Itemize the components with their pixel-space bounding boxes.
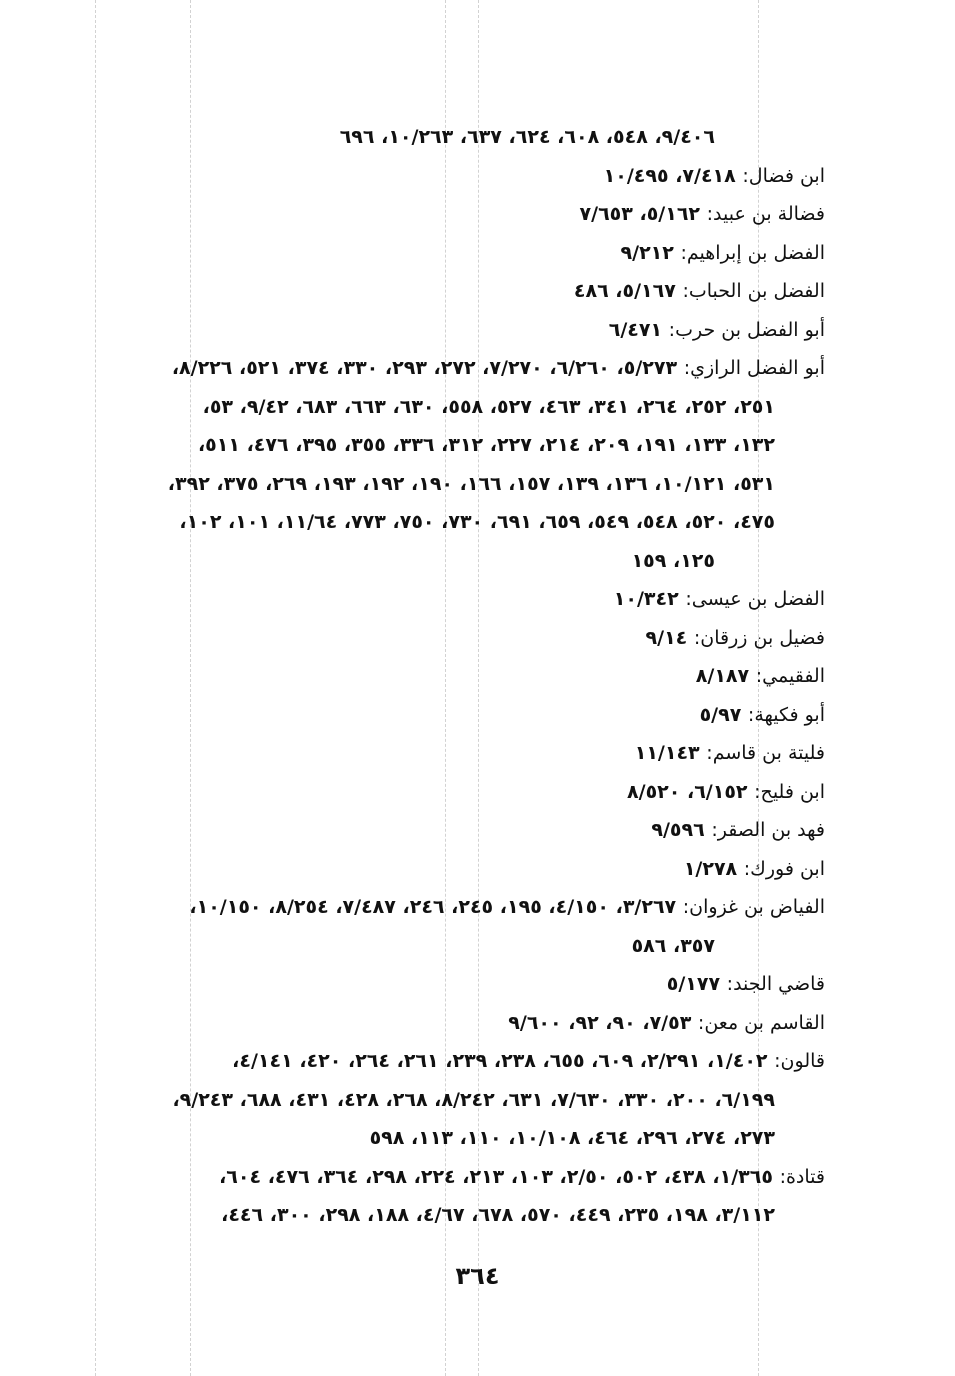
entry-references: ١٠/٣٤٢ — [613, 588, 686, 610]
entry-name: الفضل بن الحباب: — [682, 280, 825, 302]
index-entry — [70, 888, 825, 927]
index-entry — [70, 619, 825, 658]
index-continuation — [70, 503, 825, 542]
entry-name: ابن فورك: — [743, 857, 825, 880]
entry-references: ٤٧٥، ٥٢٠، ٥٤٨، ٥٤٩، ٦٥٩، ٦٩١، ٧٣٠، ٧٥٠، ٧٧٣، ١١/٦٤، ١٠١، ١٠٢، — [179, 511, 775, 533]
entry-name: الفضل بن عيسى: — [685, 588, 825, 610]
entry-references: ٥/٢٧٣، ٦/٢٦٠، ٧/٢٧٠، ٢٧٢، ٢٩٣، ٣٣٠، ٣٧٤، ٥٢١، ٨/٢٢٦، — [171, 357, 684, 379]
entry-name: فضالة بن عبيد: — [706, 203, 825, 225]
entry-references: ٢٥١، ٢٥٢، ٢٦٤، ٣٤١، ٤٦٣، ٥٢٧، ٥٥٨، ٦٣٠، ٦٦٣، ٦٨٣، ٩/٤٢، ٥٣، — [202, 395, 775, 418]
entry-name: قاضي الجند: — [726, 973, 825, 995]
entry-references: ٥/٩٧ — [699, 703, 748, 726]
index-entry — [70, 657, 825, 696]
entry-references: ١/٢٧٨ — [683, 857, 744, 880]
index-continuation — [70, 1081, 825, 1120]
index-entry — [70, 850, 825, 889]
index-entry — [70, 195, 825, 234]
index-continuation — [70, 1119, 825, 1158]
entry-references: ٥/١٦٧، ٤٨٦ — [573, 280, 683, 302]
index-entry — [70, 1004, 825, 1043]
entry-references: ٥/١٦٢، ٧/٦٥٣ — [579, 203, 707, 225]
entry-references: ٧/٤١٨، ١٠/٤٩٥ — [603, 164, 743, 187]
index-continuation — [70, 1196, 825, 1235]
index-continuation — [70, 927, 825, 966]
entry-references: ١/٣٦٥، ٤٣٨، ٥٠٢، ٢/٥٠، ١٠٣، ٢١٣، ٢٢٤، ٢٩٨، ٣٦٤، ٤٧٦، ٦٠٤، — [219, 1165, 780, 1188]
entry-references: ١١/١٤٣ — [634, 742, 707, 764]
index-entry — [70, 965, 825, 1004]
entry-references: ٩/١٤ — [645, 626, 694, 649]
index-continuation — [70, 542, 825, 581]
index-entry — [70, 773, 825, 812]
entry-name: ابن فضال: — [742, 164, 825, 187]
entry-references: ١/٤٠٢، ٢/٢٩١، ٦٠٩، ٦٥٥، ٢٣٨، ٢٣٩، ٢٦١، ٢٦٤، ٤٢٠، ٤/١٤١، — [232, 1050, 775, 1072]
entry-references: ٦/٤٧١ — [608, 318, 669, 341]
index-continuation — [70, 426, 825, 465]
entry-name: الفقيمي: — [755, 665, 825, 687]
entry-references: ٣٥٧، ٥٨٦ — [631, 934, 715, 957]
entry-name: قالون: — [774, 1050, 825, 1072]
index-continuation — [70, 388, 825, 427]
entry-name: أبو فكيهة: — [747, 703, 825, 726]
entry-references: ٣/٢٦٧، ٤/١٥٠، ١٩٥، ٢٤٥، ٢٤٦، ٧/٤٨٧، ٨/٢٥٤، ١٠/١٥٠، — [189, 896, 683, 918]
entry-references: ٥/١٧٧ — [666, 973, 727, 995]
entry-name: أبو الفضل الرازي: — [683, 357, 825, 379]
entry-references: ٩/٢١٢ — [620, 241, 681, 264]
index-entry — [70, 157, 825, 196]
entry-references: ٧/٥٣، ٩٠، ٩٢، ٩/٦٠٠ — [508, 1011, 698, 1034]
entry-references: ٣/١١٢، ١٩٨، ٢٣٥، ٤٤٩، ٥٧٠، ٦٧٨، ٤/٦٧، ١٨٨، ٢٩٨، ٣٠٠، ٤٤٦، — [221, 1204, 775, 1226]
index-entry — [70, 234, 825, 273]
index-entry — [70, 272, 825, 311]
index-entry — [70, 811, 825, 850]
entry-references: ٢٧٣، ٢٧٤، ٢٩٦، ٤٦٤، ١٠/١٠٨، ١١٠، ١١٣، ٥٩٨ — [369, 1127, 775, 1149]
entry-name: القاسم بن معن: — [697, 1011, 825, 1034]
entry-references: ٦/١٥٢، ٨/٥٢٠ — [627, 780, 755, 803]
entry-references: ٦/١٩٩، ٢٠٠، ٣٣٠، ٧/٦٣٠، ٦٣١، ٨/٢٤٢، ٢٦٨، ٤٢٨، ٤٣١، ٦٨٨، ٩/٢٤٣، — [172, 1088, 775, 1111]
entry-name: قتادة: — [779, 1165, 825, 1188]
index-entry — [70, 349, 825, 388]
entry-references: ١٣٢، ١٣٣، ١٩١، ٢٠٩، ٢١٤، ٢٢٧، ٣١٢، ٣٣٦، ٣٥٥، ٣٩٥، ٤٧٦، ٥١١، — [197, 434, 775, 456]
entry-name: أبو الفضل بن حرب: — [668, 318, 825, 341]
index-entry — [70, 580, 825, 619]
entry-references: ١٢٥، ١٥٩ — [631, 549, 715, 572]
entry-name: فضيل بن زرقان: — [693, 626, 825, 649]
index-entry — [70, 1042, 825, 1081]
index-entry — [70, 696, 825, 735]
index-entry — [70, 734, 825, 773]
entry-name: فليتة بن قاسم: — [706, 742, 825, 764]
index-entry — [70, 311, 825, 350]
index-page — [70, 118, 825, 1235]
index-entry — [70, 1158, 825, 1197]
entry-name: الفضل بن إبراهيم: — [680, 241, 825, 264]
entry-references: ٩/٥٩٦ — [651, 819, 712, 841]
entry-name: فهد بن الصقر: — [711, 819, 825, 841]
index-continuation — [70, 118, 825, 157]
entry-references: ٨/١٨٧ — [695, 665, 756, 687]
entry-name: الفياض بن غزوان: — [682, 896, 825, 918]
entry-name: ابن فليح: — [754, 780, 825, 803]
page-number: ٣٦٤ — [455, 1262, 500, 1290]
index-continuation — [70, 465, 825, 504]
entry-references: ٩/٤٠٦، ٥٤٨، ٦٠٨، ٦٢٤، ٦٣٧، ١٠/٢٦٣، ٦٩٦ — [339, 126, 715, 148]
entry-references: ٥٣١، ١٠/١٢١، ١٣٦، ١٣٩، ١٥٧، ١٦٦، ١٩٠، ١٩٢، ١٩٣، ٢٦٩، ٣٧٥، ٣٩٢، — [167, 472, 775, 495]
